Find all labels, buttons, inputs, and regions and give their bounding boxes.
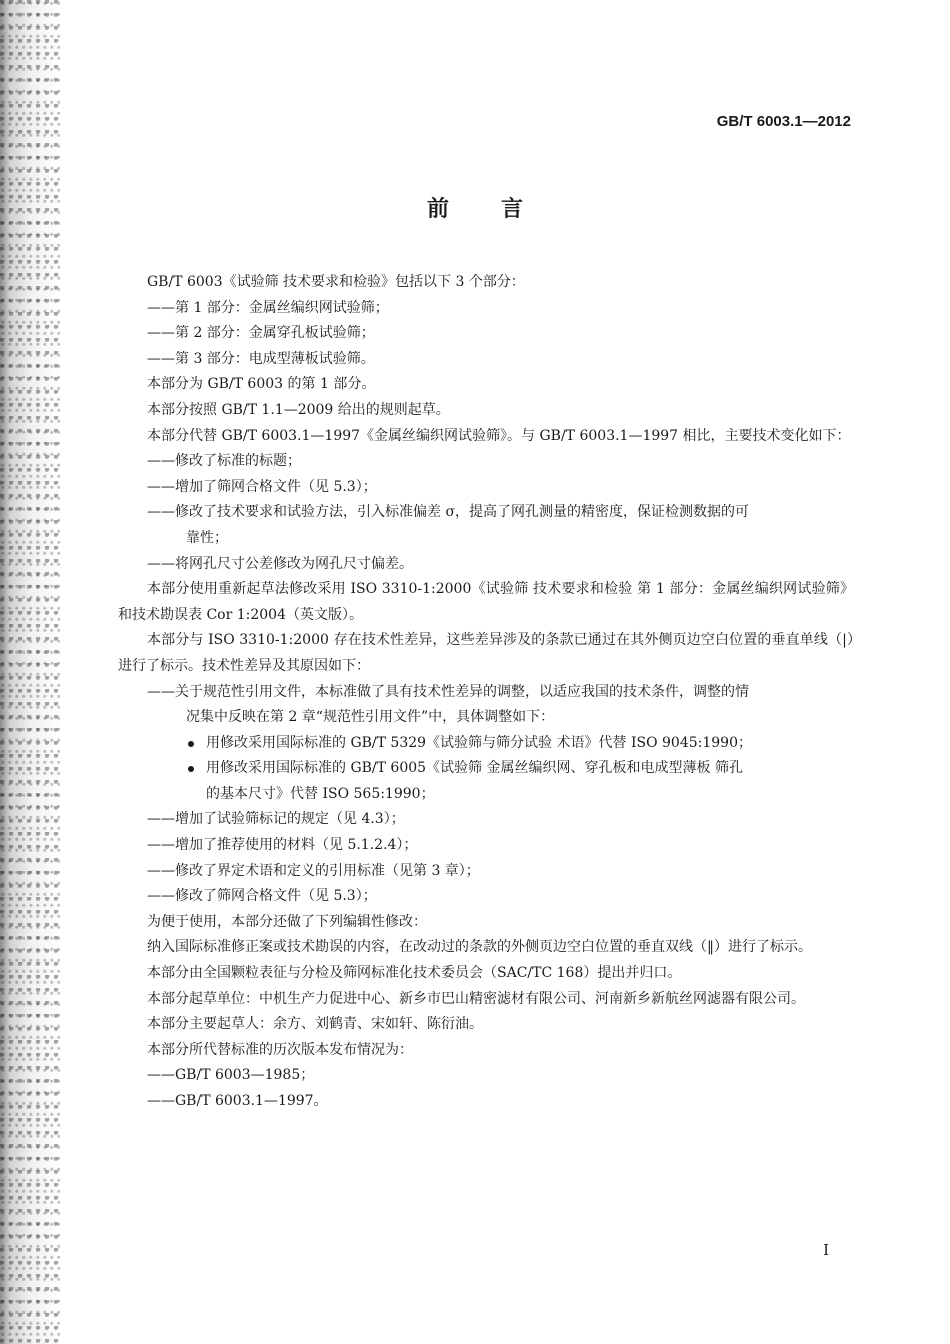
paragraph: 纳入国际标准修正案或技术勘误的内容，在改动过的条款的外侧页边空白位置的垂直双线（‖）进行了标示。 xyxy=(147,939,812,956)
page-number: I xyxy=(823,1241,829,1259)
paragraph: 本部分主要起草人：余方、刘鹤青、宋如轩、陈衍油。 xyxy=(147,1016,483,1033)
paragraph: 本部分与 ISO 3310-1:2000 存在技术性差异，这些差异涉及的条款已通过在其外侧页边空白位置的垂直单线（|）进行了标示。技术性差异及其原因如下： xyxy=(118,632,854,674)
list-item: ——第 1 部分：金属丝编织网试验筛； xyxy=(147,299,389,316)
list-item: ——增加了推荐使用的材料（见 5.1.2.4）； xyxy=(147,837,418,854)
list-item-continuation: 靠性； xyxy=(186,529,228,546)
paragraph: 为便于使用，本部分还做了下列编辑性修改： xyxy=(147,913,427,930)
list-item: ——GB/T 6003—1985； xyxy=(147,1067,315,1084)
bullet-text: 用修改采用国际标准的 GB/T 6005《试验筛 金属丝编织网、穿孔板和电成型薄板 筛孔 xyxy=(206,760,743,777)
paragraph: GB/T 6003《试验筛 技术要求和检验》包括以下 3 个部分： xyxy=(147,274,525,290)
list-item-line: ——关于规范性引用文件，本标准做了具有技术性差异的调整，以适应我国的技术条件，调整的情 xyxy=(147,683,749,700)
paragraph: 本部分起草单位：中机生产力促进中心、新乡市巴山精密滤材有限公司、河南新乡新航丝网滤器有限公司。 xyxy=(147,990,805,1007)
list-item: ——增加了试验筛标记的规定（见 4.3）； xyxy=(147,811,405,828)
list-item: ——修改了界定术语和定义的引用标准（见第 3 章）； xyxy=(147,862,480,879)
paragraph: 本部分使用重新起草法修改采用 ISO 3310-1:2000《试验筛 技术要求和检验 第 1 部分：金属丝编织网试验筛》和技术勘误表 Cor 1:2004（英文版）。 xyxy=(118,581,854,623)
paragraph: 本部分代替 GB/T 6003.1—1997《金属丝编织网试验筛》。与 GB/T 6003.1—1997 相比，主要技术变化如下： xyxy=(147,427,851,444)
list-item xyxy=(118,680,854,731)
bullet-item xyxy=(118,756,854,807)
list-item: ——将网孔尺寸公差修改为网孔尺寸偏差。 xyxy=(147,555,413,572)
list-item: ——增加了筛网合格文件（见 5.3）； xyxy=(147,478,377,495)
paragraph: 本部分所代替标准的历次版本发布情况为： xyxy=(147,1041,413,1058)
list-item: ——第 2 部分：金属穿孔板试验筛； xyxy=(147,325,375,342)
list-item: ——修改了筛网合格文件（见 5.3）； xyxy=(147,888,377,905)
list-item: ——第 3 部分：电成型薄板试验筛。 xyxy=(147,350,375,367)
paragraph: 本部分由全国颗粒表征与分检及筛网标准化技术委员会（SAC/TC 168）提出并归口。 xyxy=(147,965,682,982)
page-title: 前言 xyxy=(426,197,575,222)
list-item-continuation: 况集中反映在第 2 章“规范性引用文件”中，具体调整如下： xyxy=(186,709,555,726)
list-item-line: ——修改了技术要求和试验方法，引入标准偏差 σ，提高了网孔测量的精密度，保证检测数据的可 xyxy=(147,504,750,521)
bullet-text-continuation: 的基本尺寸》代替 ISO 565:1990； xyxy=(206,785,435,802)
foreword-body xyxy=(118,270,854,1115)
list-item xyxy=(118,500,854,551)
standard-code: GB/T 6003.1—2012 xyxy=(716,113,851,130)
list-item: ——修改了标准的标题； xyxy=(147,453,301,470)
bullet-item xyxy=(118,731,854,757)
paragraph: 本部分按照 GB/T 1.1—2009 给出的规则起草。 xyxy=(147,401,450,418)
paragraph: 本部分为 GB/T 6003 的第 1 部分。 xyxy=(147,376,376,393)
bullet-text: 用修改采用国际标准的 GB/T 5329《试验筛与筛分试验 术语》代替 ISO 9045:1990； xyxy=(206,734,752,751)
list-item: ——GB/T 6003.1—1997。 xyxy=(147,1093,328,1109)
